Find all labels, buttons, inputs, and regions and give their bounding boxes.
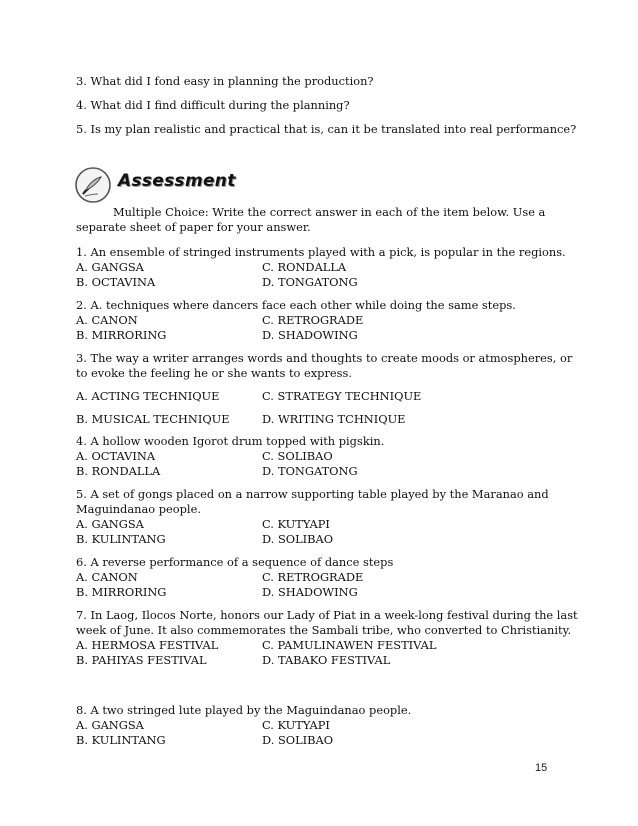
- question-8-option-a: A. GANGSA: [76, 718, 144, 732]
- question-3-option-d: D. WRITING TCHNIQUE: [262, 412, 406, 426]
- question-3-option-b: B. MUSICAL TECHNIQUE: [76, 412, 230, 426]
- question-4-option-b: B. RONDALLA: [76, 464, 161, 478]
- question-7-text-line-1: 7. In Laog, Ilocos Norte, honors our Lady of Piat in a week-long festival during the last: [76, 608, 578, 622]
- question-3-text-line-1: 3. The way a writer arranges words and thoughts to create moods or atmospheres, or: [76, 351, 573, 365]
- question-4-option-a: A. OCTAVINA: [76, 449, 156, 463]
- question-6-option-d: D. SHADOWING: [262, 585, 358, 599]
- question-5-option-c: C. KUTYAPI: [262, 517, 330, 531]
- question-3-text-line-2: to evoke the feeling he or she wants to express.: [76, 366, 352, 380]
- question-6-option-a: A. CANON: [76, 570, 138, 584]
- question-4-option-d: D. TONGATONG: [262, 464, 358, 478]
- question-5-text-line-1: 5. A set of gongs placed on a narrow supporting table played by the Maranao and: [76, 487, 549, 501]
- question-5-option-d: D. SOLIBAO: [262, 532, 334, 546]
- question-7-option-c: C. PAMULINAWEN FESTIVAL: [262, 638, 437, 652]
- question-5-text-line-2: Maguindanao people.: [76, 502, 201, 516]
- page-number: 15: [535, 762, 548, 774]
- assessment-title: Assessment: [118, 171, 236, 191]
- question-1-text: 1. An ensemble of stringed instruments played with a pick, is popular in the regions.: [76, 245, 566, 259]
- question-4-text: 4. A hollow wooden Igorot drum topped with pigskin.: [76, 434, 385, 448]
- question-6-option-b: B. MIRRORING: [76, 585, 167, 599]
- quill-pen-icon: [74, 166, 112, 204]
- question-8-option-c: C. KUTYAPI: [262, 718, 330, 732]
- question-5-option-b: B. KULINTANG: [76, 532, 166, 546]
- question-6-text: 6. A reverse performance of a sequence of dance steps: [76, 555, 394, 569]
- question-7-option-b: B. PAHIYAS FESTIVAL: [76, 653, 207, 667]
- question-1-option-c: C. RONDALLA: [262, 260, 347, 274]
- question-2-option-a: A. CANON: [76, 313, 138, 327]
- question-2-text: 2. A. techniques where dancers face each other while doing the same steps.: [76, 298, 516, 312]
- question-6-option-c: C. RETROGRADE: [262, 570, 364, 584]
- question-2-option-d: D. SHADOWING: [262, 328, 358, 342]
- question-8-text: 8. A two stringed lute played by the Maguindanao people.: [76, 703, 412, 717]
- reflection-question-3: 3. What did I fond easy in planning the production?: [76, 74, 374, 88]
- question-7-text-line-2: week of June. It also commemorates the Sambali tribe, who converted to Christianity.: [76, 623, 572, 637]
- question-7-option-a: A. HERMOSA FESTIVAL: [76, 638, 219, 652]
- question-2-option-b: B. MIRRORING: [76, 328, 167, 342]
- question-1-option-a: A. GANGSA: [76, 260, 144, 274]
- instruction-line-2: separate sheet of paper for your answer.: [76, 220, 311, 234]
- reflection-question-5: 5. Is my plan realistic and practical that is, can it be translated into real performance?: [76, 122, 577, 136]
- reflection-question-4: 4. What did I find difficult during the planning?: [76, 98, 350, 112]
- question-8-option-d: D. SOLIBAO: [262, 733, 334, 747]
- question-1-option-b: B. OCTAVINA: [76, 275, 156, 289]
- question-3-option-c: C. STRATEGY TECHNIQUE: [262, 389, 422, 403]
- instruction-line-1: Multiple Choice: Write the correct answer in each of the item below. Use a: [113, 205, 546, 219]
- question-1-option-d: D. TONGATONG: [262, 275, 358, 289]
- question-8-option-b: B. KULINTANG: [76, 733, 166, 747]
- question-7-option-d: D. TABAKO FESTIVAL: [262, 653, 391, 667]
- question-3-option-a: A. ACTING TECHNIQUE: [76, 389, 220, 403]
- question-4-option-c: C. SOLIBAO: [262, 449, 333, 463]
- question-5-option-a: A. GANGSA: [76, 517, 144, 531]
- question-2-option-c: C. RETROGRADE: [262, 313, 364, 327]
